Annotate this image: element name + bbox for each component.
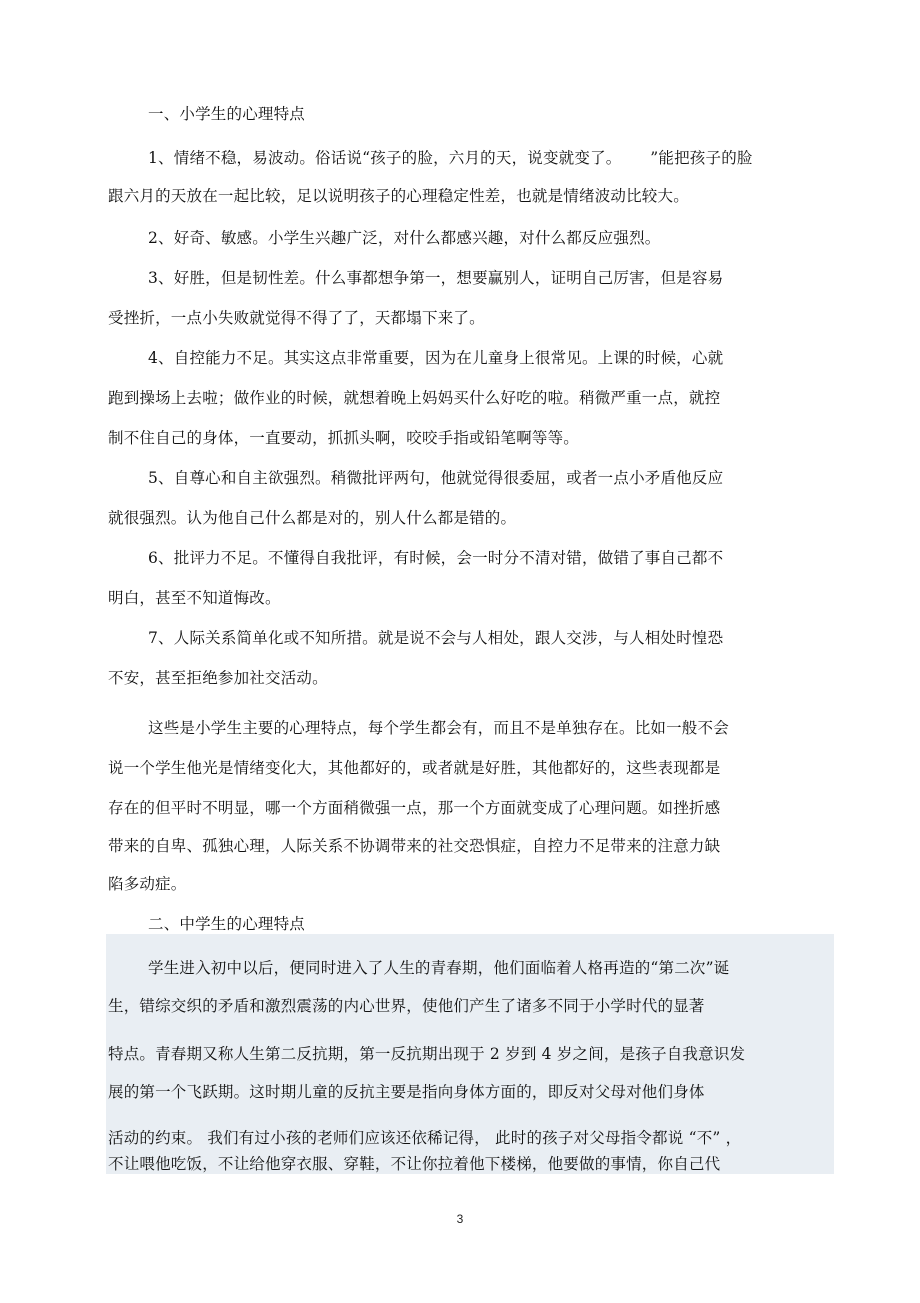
- item-4-line-1: 4、自控能力不足。其实这点非常重要，因为在儿童身上很常见。上课的时候，心就: [148, 349, 724, 367]
- page-number: 3: [456, 1212, 464, 1226]
- item-3-line-1: 3、好胜，但是韧性差。什么事都想争第一，想要赢别人，证明自己厉害，但是容易: [148, 269, 724, 287]
- item-6-line-2: 明白，甚至不知道悔改。: [108, 589, 281, 607]
- summary-line-1: 这些是小学生主要的心理特点，每个学生都会有，而且不是单独存在。比如一般不会: [148, 719, 729, 737]
- section-2-line-2: 生，错综交织的矛盾和激烈震荡的内心世界，使他们产生了诸多不同于小学时代的显著: [108, 997, 705, 1015]
- item-6-line-1: 6、批评力不足。不懂得自我批评，有时候，会一时分不清对错，做错了事自己都不: [148, 549, 724, 567]
- item-1-line-2: 跟六月的天放在一起比较，足以说明孩子的心理稳定性差，也就是情绪波动比较大。: [108, 187, 689, 205]
- item-3-line-2: 受挫折，一点小失败就觉得不得了了，天都塌下来了。: [108, 309, 485, 327]
- item-7-line-2: 不安，甚至拒绝参加社交活动。: [108, 669, 328, 687]
- summary-line-5: 陷多动症。: [108, 875, 187, 893]
- item-7-line-1: 7、人际关系简单化或不知所措。就是说不会与人相处，跟人交涉，与人相处时惶恐: [148, 629, 724, 647]
- section-2-line-4: 展的第一个飞跃期。这时期儿童的反抗主要是指向身体方面的，即反对父母对他们身体: [108, 1083, 705, 1101]
- summary-line-4: 带来的自卑、孤独心理，人际关系不协调带来的社交恐惧症，自控力不足带来的注意力缺: [108, 837, 721, 855]
- section-heading-2: 二、中学生的心理特点: [148, 915, 306, 933]
- item-4-line-2: 跑到操场上去啦；做作业的时候，就想着晚上妈妈买什么好吃的啦。稍微严重一点，就控: [108, 389, 721, 407]
- section-2-line-3: 特点。青春期又称人生第二反抗期，第一反抗期出现于 2 岁到 4 岁之间，是孩子自我意识发: [108, 1045, 746, 1063]
- item-5-line-2: 就很强烈。认为他自己什么都是对的，别人什么都是错的。: [108, 509, 517, 527]
- summary-line-3: 存在的但平时不明显，哪一个方面稍微强一点，那一个方面就变成了心理问题。如挫折感: [108, 799, 721, 817]
- section-2-line-1: 学生进入初中以后，便同时进入了人生的青春期，他们面临着人格再造的“第二次”诞: [148, 959, 730, 977]
- section-2-line-6: 不让喂他吃饭，不让给他穿衣服、穿鞋，不让你拉着他下楼梯，他要做的事情，你自己代: [108, 1155, 721, 1173]
- item-2-line-1: 2、好奇、敏感。小学生兴趣广泛，对什么都感兴趣，对什么都反应强烈。: [148, 229, 661, 247]
- section-heading-1: 一、小学生的心理特点: [148, 105, 306, 123]
- summary-line-2: 说一个学生他光是情绪变化大，其他都好的，或者就是好胜，其他都好的，这些表现都是: [108, 759, 721, 777]
- section-2-line-5: 活动的约束。 我们有过小孩的老师们应该还依稀记得， 此时的孩子对父母指令都说 “不” ，: [108, 1129, 742, 1147]
- item-1-line-1: 1、情绪不稳，易波动。俗话说“孩子的脸，六月的天，说变就变了。 ”能把孩子的脸: [148, 149, 753, 167]
- item-5-line-1: 5、自尊心和自主欲强烈。稍微批评两句，他就觉得很委屈，或者一点小矛盾他反应: [148, 469, 724, 487]
- item-4-line-3: 制不住自己的身体，一直要动，抓抓头啊，咬咬手指或铅笔啊等等。: [108, 429, 580, 447]
